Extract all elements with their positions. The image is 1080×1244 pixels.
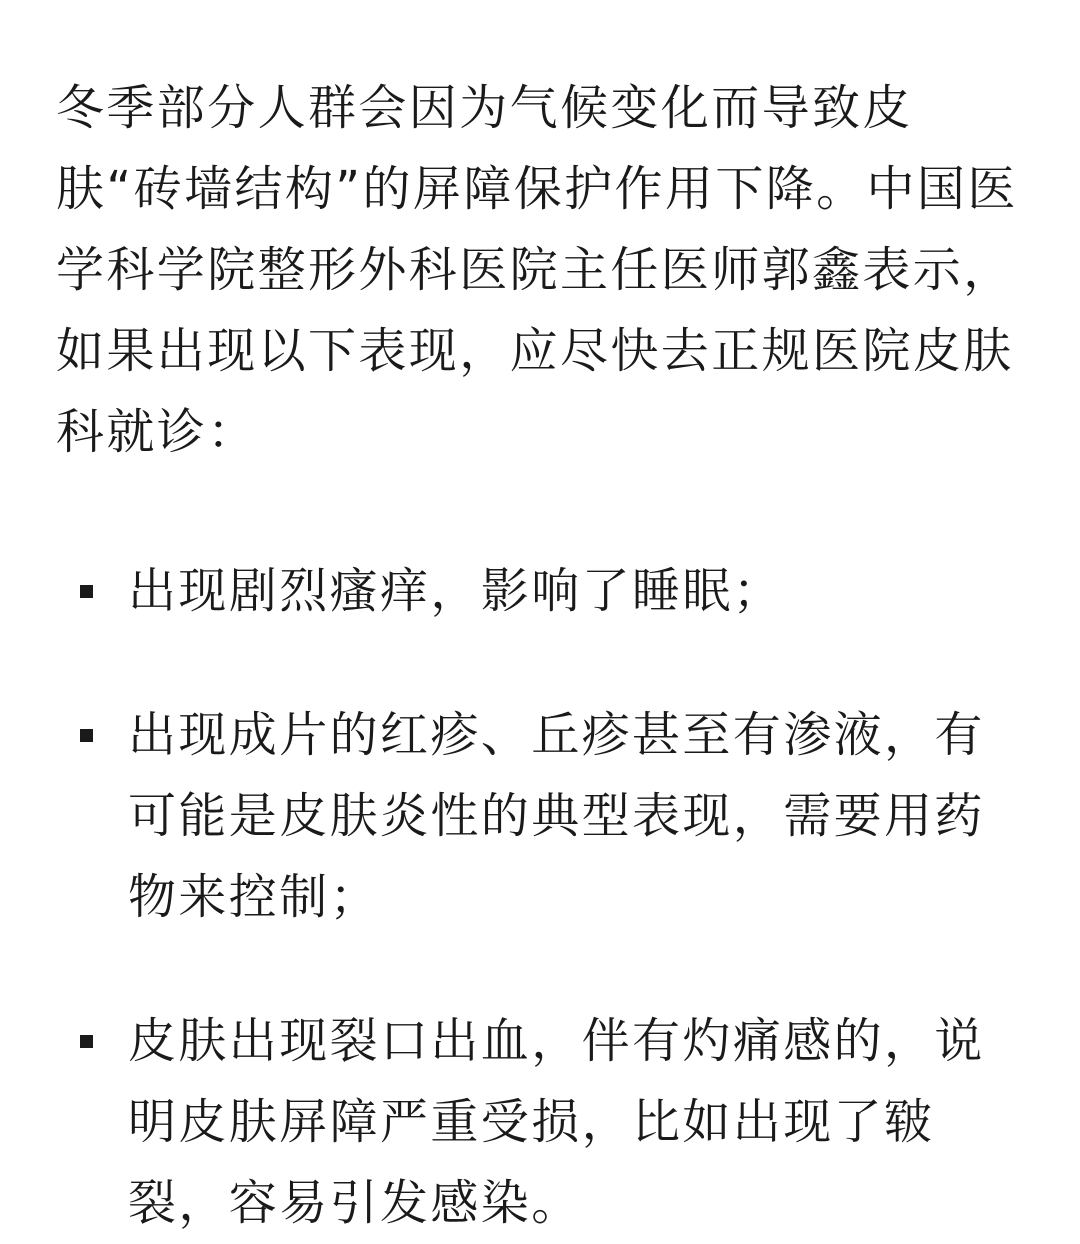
list-item-text: 出现成片的红疹、丘疹甚至有渗液，有可能是皮肤炎性的典型表现，需要用药物来控制； xyxy=(128,707,985,925)
list-item xyxy=(56,551,1024,632)
intro-paragraph: 冬季部分人群会因为气候变化而导致皮肤“砖墙结构”的屏障保护作用下降。中国医学科学院整形外科医院主任医师郭鑫表示，如果出现以下表现，应尽快去正规医院皮肤科就诊： xyxy=(56,80,1018,460)
square-bullet-icon xyxy=(80,585,93,598)
list-item-text: 皮肤出现裂口出血，伴有灼痛感的，说明皮肤屏障严重受损，比如出现了皲裂，容易引发感染。 xyxy=(128,1013,985,1231)
square-bullet-icon xyxy=(80,1035,93,1048)
list-item xyxy=(56,1001,1024,1244)
square-bullet-icon xyxy=(80,729,93,742)
list-item xyxy=(56,695,1024,938)
symptom-list xyxy=(56,551,1024,1244)
list-item-text: 出现剧烈瘙痒，影响了睡眠； xyxy=(128,563,784,619)
